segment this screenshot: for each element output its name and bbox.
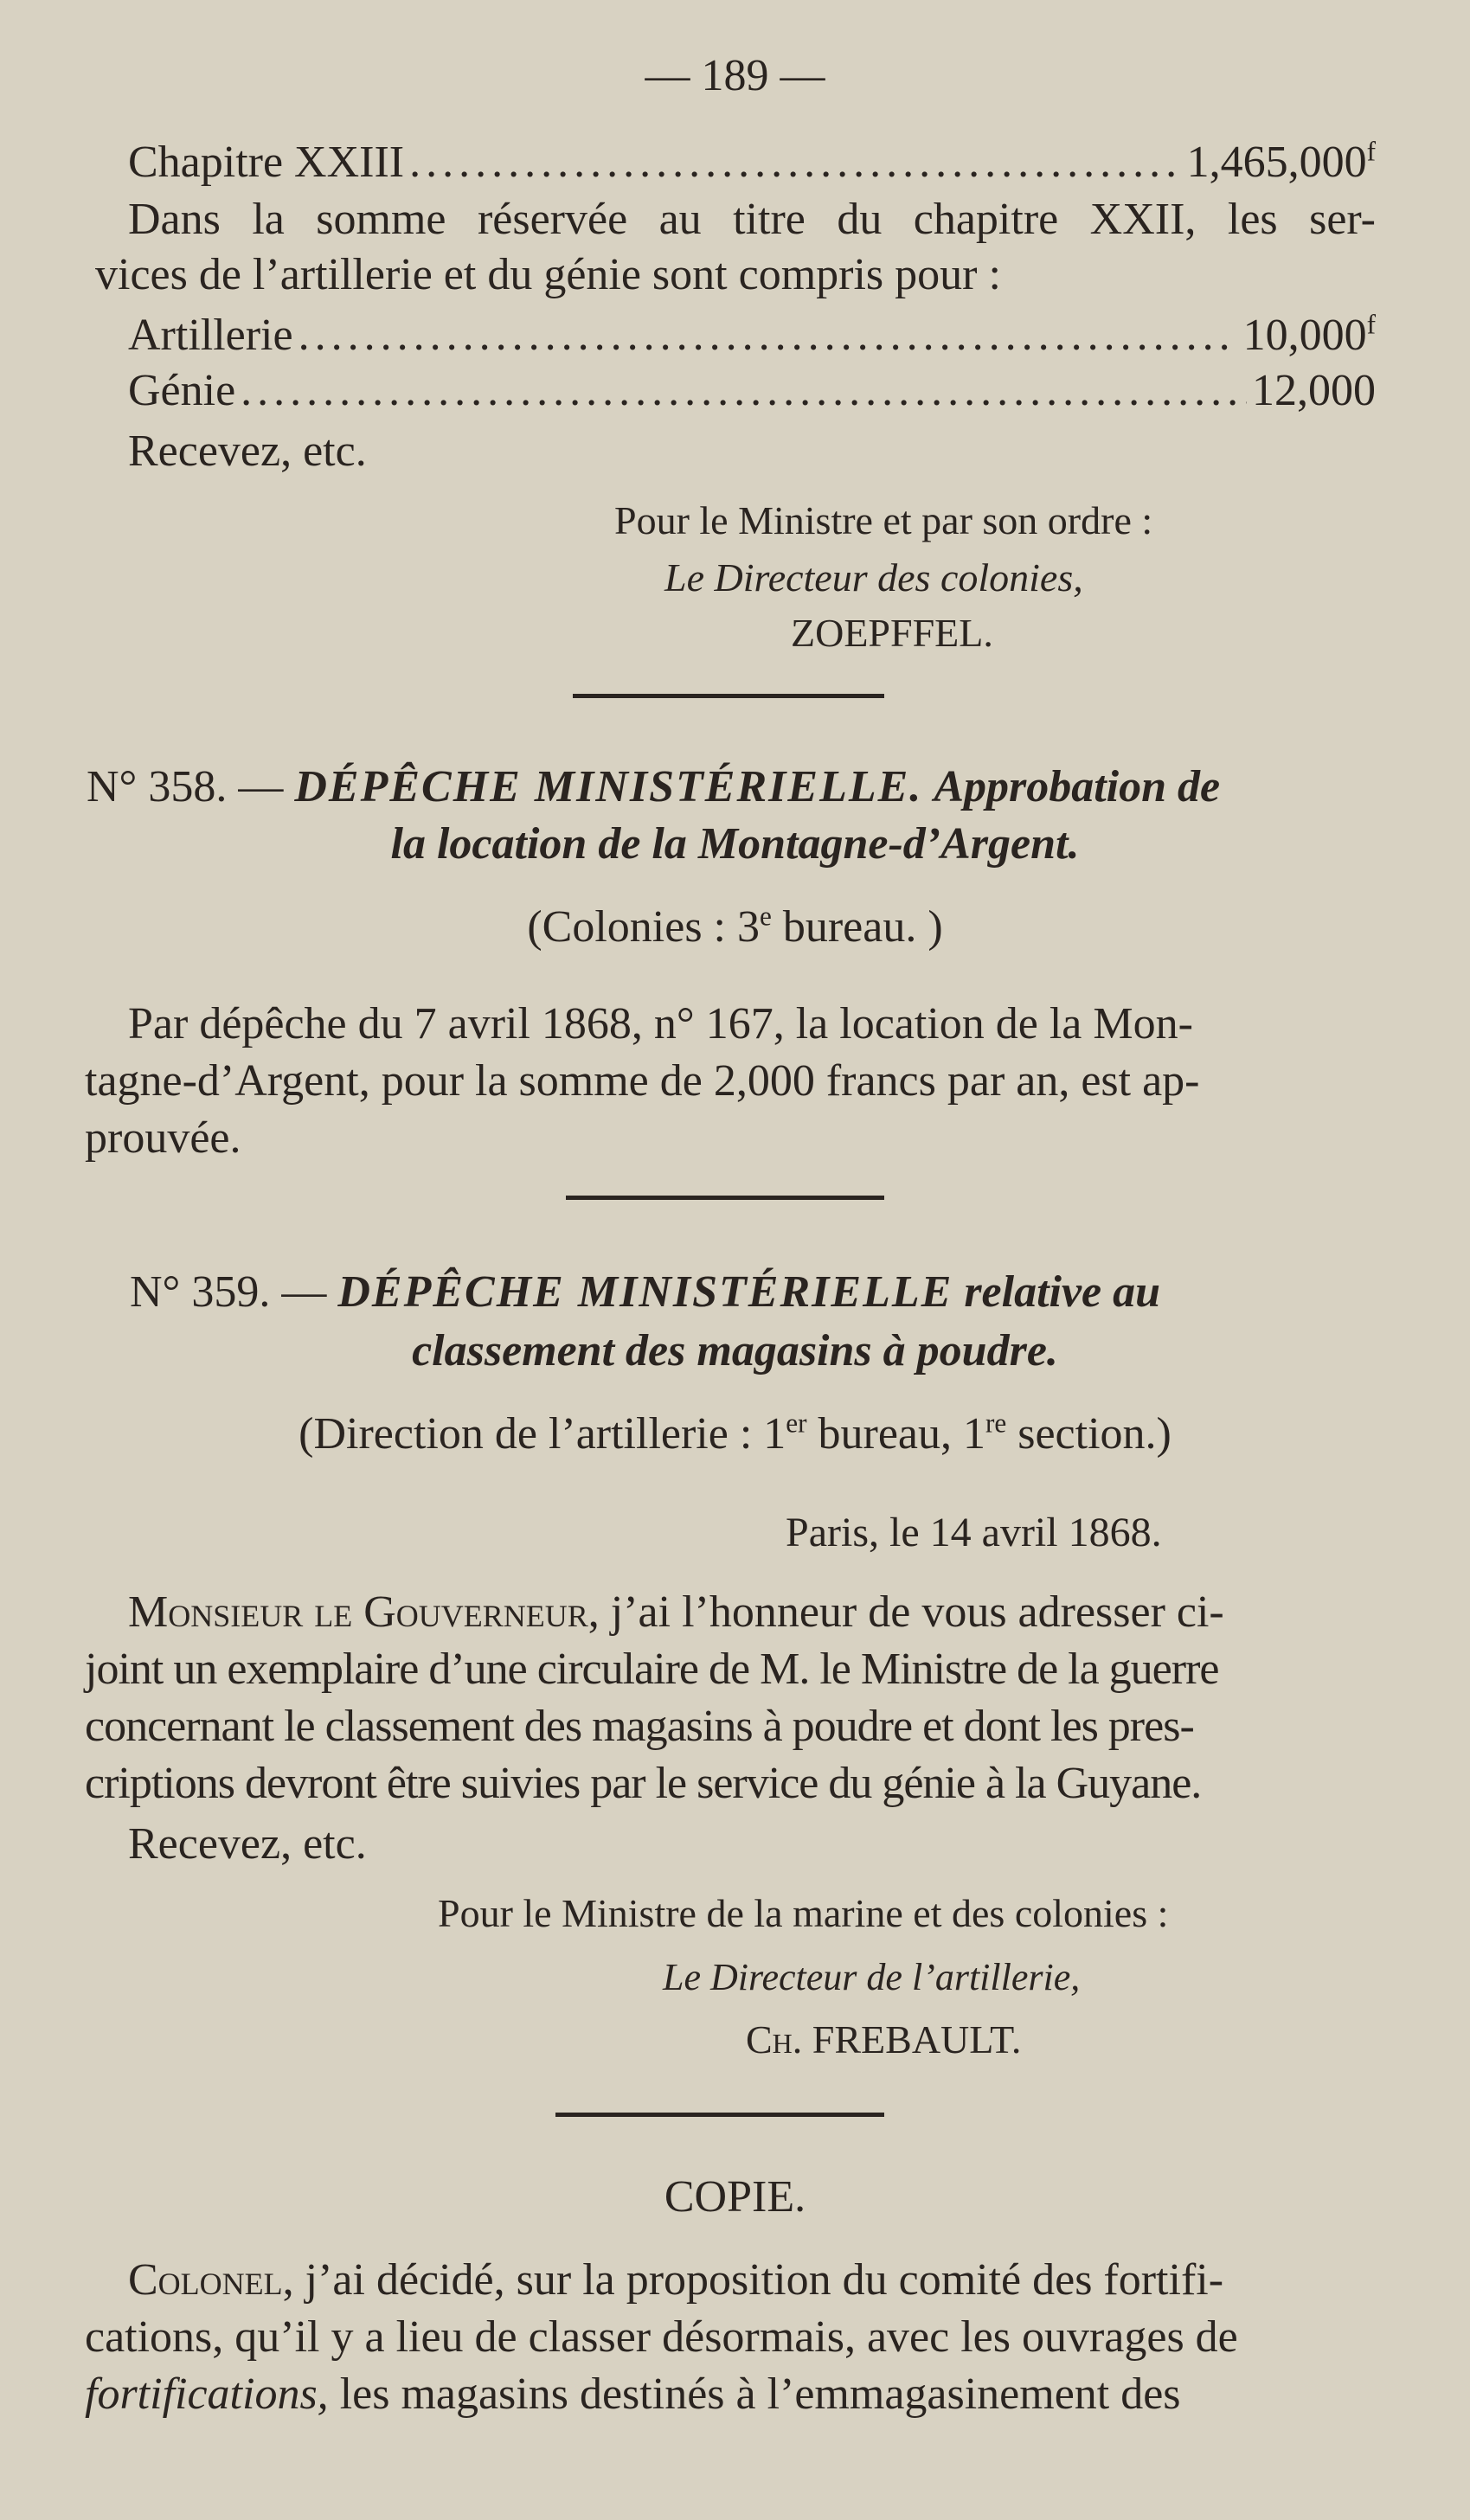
- signature-line-1: Pour le Ministre et par son ordre :: [614, 498, 1153, 542]
- budget-intro-line-1: Dans la somme réservée au titre du chapitre XXII, les ser-: [128, 195, 1376, 244]
- budget-row-artillerie: [128, 308, 1376, 363]
- n358-body-line-2: tagne-d’Argent, pour la somme de 2,000 francs par an, est ap-: [85, 1056, 1200, 1106]
- n358-title-line-1: N° 358. — DÉPÊCHE MINISTÉRIELLE. Approbation de: [87, 762, 1221, 811]
- n359-dateline: Paris, le 14 avril 1868.: [786, 1510, 1162, 1555]
- section-divider: [555, 2113, 884, 2117]
- n359-body-line-1: Monsieur le Gouverneur, j’ai l’honneur de vous adresser ci-: [128, 1587, 1224, 1637]
- signature-name: ZOEPFFEL.: [791, 611, 993, 655]
- signature-line-1: Pour le Ministre de la marine et des colonies :: [438, 1891, 1169, 1935]
- leader-dots: [409, 135, 1182, 190]
- n359-body-line-4: criptions devront être suivies par le service du génie à la Guyane.: [85, 1759, 1202, 1808]
- signature-line-2: Le Directeur de l’artillerie,: [663, 1956, 1081, 1998]
- budget-value: 12,000: [1252, 366, 1376, 415]
- n359-body-line-2: joint un exemplaire d’une circulaire de M. le Ministre de la guerre: [85, 1645, 1219, 1694]
- budget-intro-line-2: vices de l’artillerie et du génie sont compris pour :: [95, 250, 1001, 299]
- closing-formula: Recevez, etc.: [128, 426, 367, 476]
- page-number: — 189 —: [645, 51, 825, 100]
- n359-title-line-2: classement des magasins à poudre.: [412, 1326, 1058, 1375]
- budget-row-genie: [128, 363, 1376, 419]
- budget-label: Artillerie: [128, 311, 293, 360]
- budget-row-chapitre: [128, 135, 1376, 190]
- signature-name: Ch. FREBAULT.: [746, 2017, 1022, 2062]
- n359-title-line-1: N° 359. — DÉPÊCHE MINISTÉRIELLE relative au: [130, 1267, 1161, 1317]
- copie-body-line-2: cations, qu’il y a lieu de classer désormais, avec les ouvrages de: [85, 2312, 1238, 2362]
- leader-dots: [298, 308, 1238, 363]
- n358-bureau: (Colonies : 3e bureau. ): [527, 901, 943, 952]
- section-divider: [566, 1196, 884, 1200]
- n358-body-line-3: prouvée.: [85, 1113, 241, 1163]
- closing-formula: Recevez, etc.: [128, 1819, 367, 1869]
- budget-label: Chapitre XXIII: [128, 138, 405, 187]
- copie-body-line-1: Colonel, j’ai décidé, sur la proposition du comité des fortifi-: [128, 2255, 1224, 2305]
- n359-body-line-3: concernant le classement des magasins à poudre et dont les pres-: [85, 1702, 1194, 1751]
- n359-direction: (Direction de l’artillerie : 1er bureau, 1re section.): [298, 1407, 1172, 1459]
- budget-value: 1,465,000$^f$: [1186, 136, 1376, 187]
- budget-label: Génie: [128, 366, 236, 415]
- section-divider: [573, 694, 884, 698]
- signature-line-2: Le Directeur des colonies,: [664, 555, 1083, 600]
- copie-heading: COPIE.: [664, 2172, 806, 2222]
- leader-dots: [241, 363, 1247, 419]
- budget-value: 10,000$^f$: [1242, 309, 1376, 360]
- n358-body-line-1: Par dépêche du 7 avril 1868, n° 167, la location de la Mon-: [128, 999, 1193, 1048]
- copie-body-line-3: fortifications, les magasins destinés à l’emmagasinement des: [85, 2369, 1181, 2419]
- n358-title-line-2: la location de la Montagne-d’Argent.: [390, 819, 1080, 869]
